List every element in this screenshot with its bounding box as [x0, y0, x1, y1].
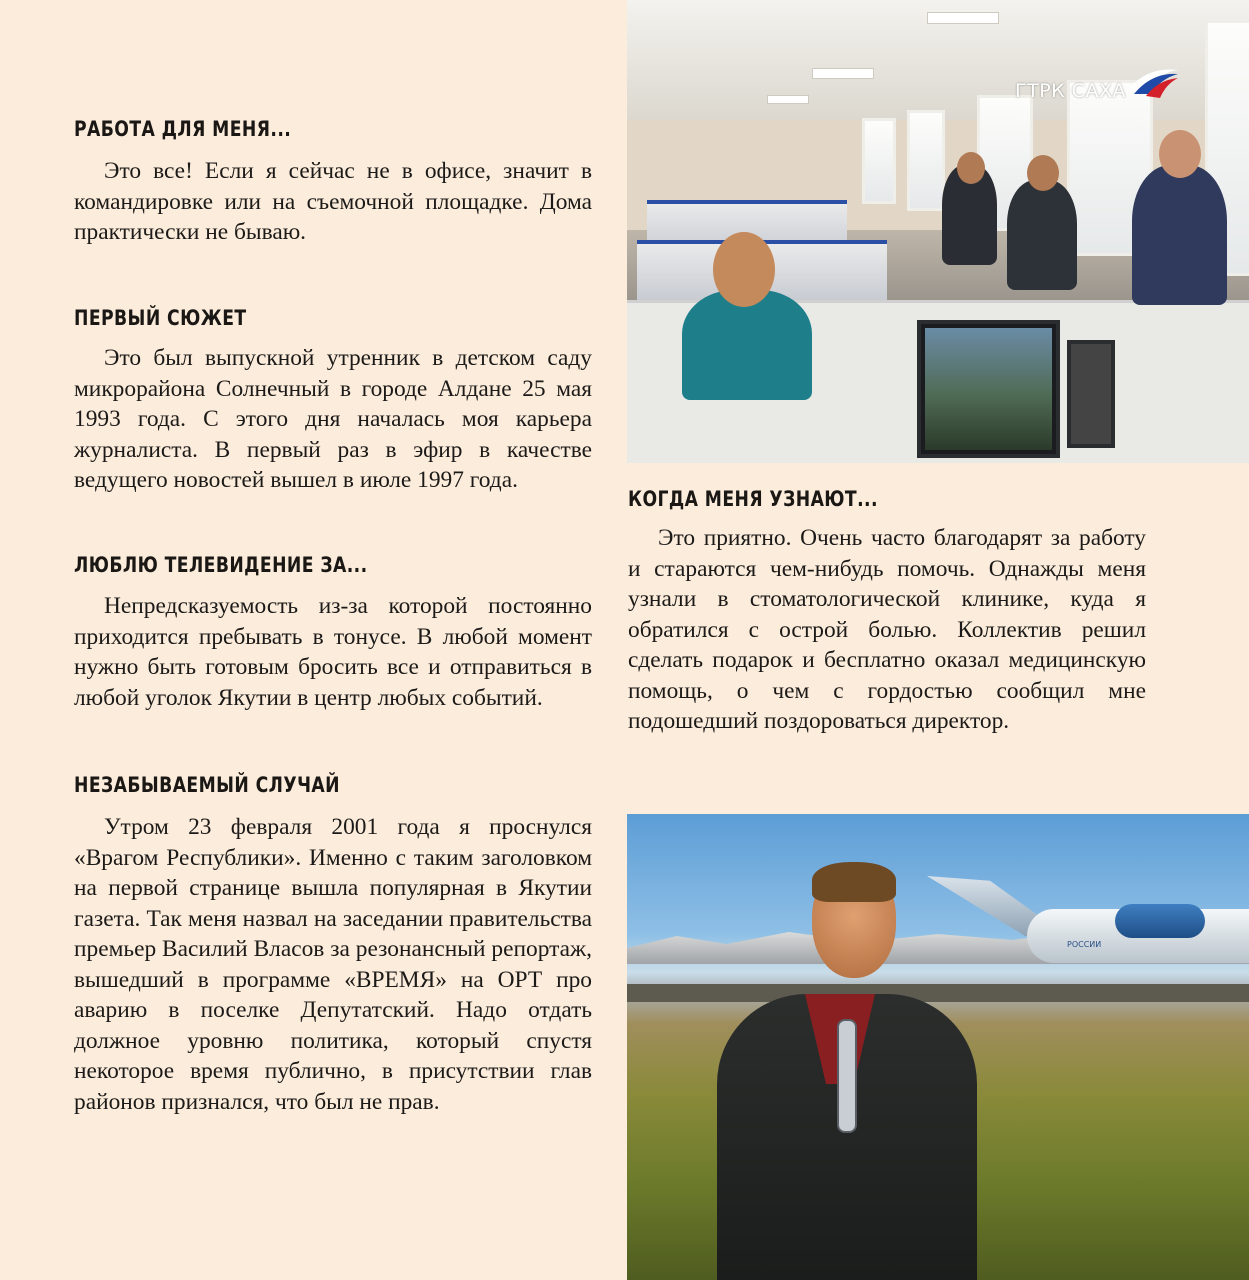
flag-swoosh-icon — [1120, 62, 1180, 102]
man-person — [1132, 165, 1227, 305]
man-head — [1027, 155, 1059, 191]
plane-text: РОССИИ — [1067, 940, 1102, 949]
monitor — [917, 320, 1060, 458]
heading-first-story: ПЕРВЫЙ СЮЖЕТ — [74, 306, 247, 330]
heading-unforgettable: НЕЗАБЫВАЕМЫЙ СЛУЧАЙ — [74, 773, 340, 797]
reporter-hair — [812, 862, 896, 902]
text-first-story: Это был выпускной утренник в детском саду микрорайона Солнечный в городе Алдане 25 мая 1993 года. С этого дня началась моя карьера журналиста. В первый раз в эфир в качестве ведущего новостей вышел в июле 1997 года. — [74, 345, 592, 493]
ceiling-light — [927, 12, 999, 24]
office-photo — [627, 0, 1249, 463]
woman-head — [713, 232, 775, 307]
office-window — [862, 118, 896, 204]
plane-engine — [1115, 904, 1205, 938]
man-head — [957, 152, 985, 184]
logo-text: ГТРК САХА — [1015, 80, 1126, 102]
ceiling-light — [767, 95, 809, 104]
runway — [627, 984, 1249, 1002]
heading-love-tv: ЛЮБЛЮ ТЕЛЕВИДЕНИЕ ЗА... — [74, 553, 368, 577]
office-window — [907, 110, 945, 211]
man-person — [1007, 180, 1077, 290]
text-recognized: Это приятно. Очень часто благодарят за работу и стараются чем-нибудь помочь. Однажды меня узнали в стоматологической клинике, куда я обратился с острой болью. Коллектив решил сделать подарок и бесплатно оказал медицинскую помощь, о чем с гордостью сообщил мне подошедший поздороваться директор. — [628, 525, 1146, 734]
ceiling-light — [812, 68, 874, 79]
man-head — [1159, 130, 1201, 178]
gtrk-logo — [1015, 80, 1180, 102]
text-work: Это все! Если я сейчас не в офисе, значит в командировке или на съемочной площадке. Дома практически не бываю. — [74, 158, 592, 245]
airport-photo — [627, 814, 1249, 1280]
heading-work: РАБОТА ДЛЯ МЕНЯ... — [74, 117, 292, 141]
text-love-tv: Непредсказуемость из-за которой постоянно приходится пребывать в тонусе. В любой момент нужно быть готовым бросить все и отправиться в любой уголок Якутии в центр любых событий. — [74, 593, 592, 711]
microphone-icon — [837, 1019, 857, 1133]
text-unforgettable: Утром 23 февраля 2001 года я проснулся «Врагом Республики». Именно с таким заголовком на первой странице вышла популярная в Якутии газета. Так меня назвал на заседании правительства премьер Василий Власов за резонансный репортаж, вышедший в программе «ВРЕМЯ» на ОРТ про аварию в поселке Депутатский. Надо отдать должное уровню политика, который спустя некоторое время публично, в присутствии глав районов признался, что был не прав. — [74, 814, 592, 1115]
heading-recognized: КОГДА МЕНЯ УЗНАЮТ... — [628, 487, 878, 511]
monitor — [1067, 340, 1115, 448]
